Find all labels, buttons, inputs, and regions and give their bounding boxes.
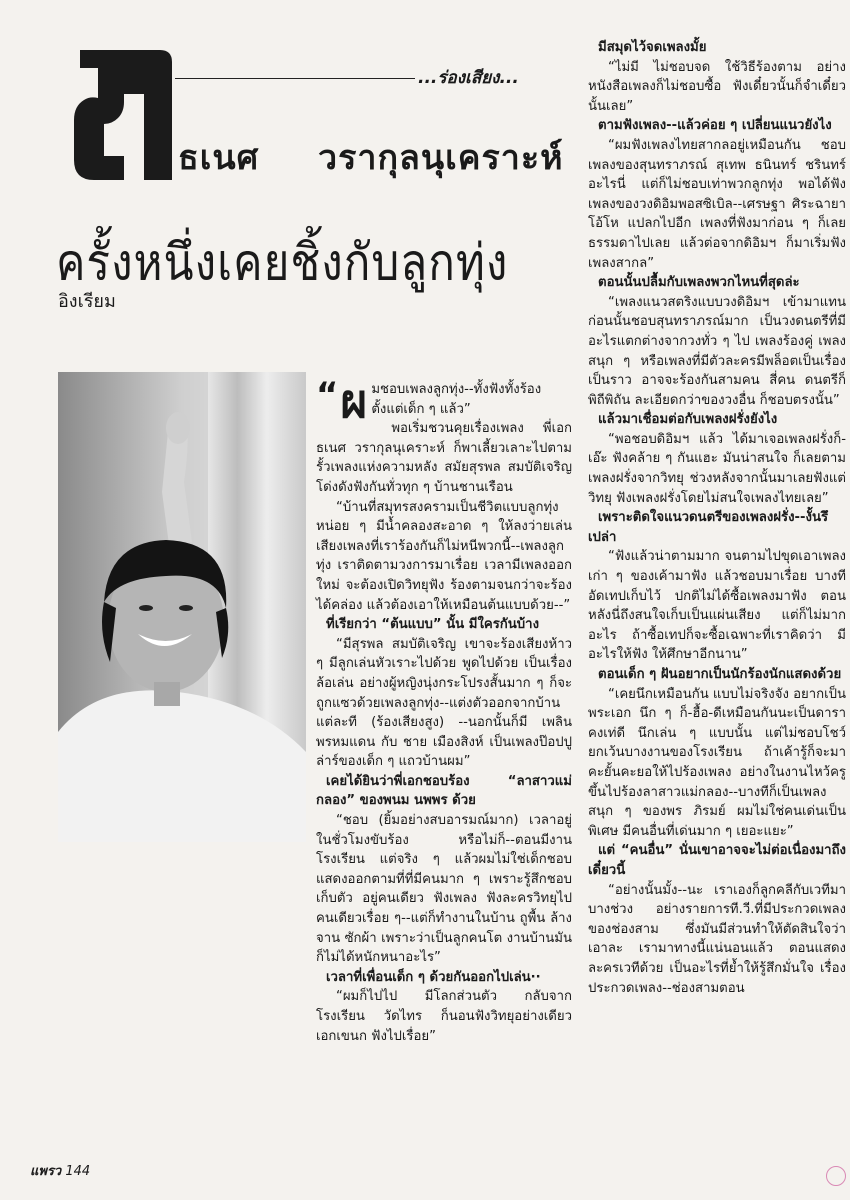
interview-question: แต่ “คนอื่น” นั่นเขาอาจจะไม่ต่อเนื่องมาถึงเดี๋ยวนี้ — [588, 843, 846, 878]
interview-question: ตอนนั้นปลื้มกับเพลงพวกไหนที่สุดล่ะ — [598, 275, 800, 291]
opening-quote-mark: “ — [316, 375, 339, 415]
portrait-photo — [58, 372, 306, 842]
article-headline: ครั้งหนึ่งเคยชิ้งกับลูกทุ่ง — [56, 233, 509, 293]
interview-question: เวลาที่เพื่อนเด็ก ๆ ด้วยกันออกไปเล่น·· — [326, 969, 541, 985]
interview-question: ที่เรียกว่า “ต้นแบบ” นั้น มีใครกันบ้าง — [326, 617, 540, 633]
paragraph: “ผมก็ไปไป มีโลกส่วนตัว กลับจากโรงเรียน วัดไทร ก็นอนฟังวิทยุอย่างเดียว เอกเขนก ฟังไปเรื่อย” — [316, 989, 572, 1044]
magazine-name: แพรว — [30, 1164, 62, 1179]
interview-question: เคยได้ยินว่าพี่เอกชอบร้อง “ลาสาวแม่กลอง” ของพนม นพพร ด้วย — [316, 773, 572, 809]
opening-paragraph — [316, 374, 572, 428]
paragraph: พอเริ่มชวนคุยเรื่องเพลง พี่เอก ธเนศ วรากุลนุเคราะห์ ก็พาเลี้ยวเลาะไปตามรั้วเพลงแห่งความหลัง สมัยสุรพล สมบัติเจริญโด่งดังฟังกันทั่วทุก ๆ บ้านชานเรือน — [316, 421, 572, 495]
paragraph: “อย่างนั้นมั้ง--นะ เราเองก็ลูกคลีกับเวทีมาบางช่วง อย่างรายการที.วี.ที่มีประกวดเพลงของช่องสาม ซึ่งมันมีส่วนทำให้ตัดสินใจว่า เอาละ เรามาทางนี้แน่นอนแล้ว ตอนแสดงละครเวทีด้วย เป็นอะไรที่ย้ำให้รู้สึกมั่นใจ เรื่องประกวดเพลง--ช่องสามตอน — [588, 882, 846, 996]
paragraph: “พอชอบดิอิมฯ แล้ว ได้มาเจอเพลงฝรั่งก็-เอ๊ะ ฟังคล้าย ๆ กันแฮะ มันน่าสนใจ ก็เลยตามเพลงฝรั่งจากวิทยุ ช่วงหลังจากนั้นมาเลยฟังแต่วิทยุ ฟังเพลงฝรั่งโดยไม่สนใจเพลงไทยเลย” — [588, 431, 846, 506]
interview-question: ตอนเด็ก ๆ ฝันอยากเป็นนักร้องนักแสดงด้วย — [598, 667, 842, 682]
paragraph: “ไม่มี ไม่ชอบจด ใช้วิธีร้องตาม อย่างหนังสือเพลงก็ไม่ชอบซื้อ ฟังเดี๋ยวนั้นก็จำเดี๋ยวนั้นเลย” — [588, 59, 846, 114]
opening-text: มชอบเพลงลูกทุ่ง--ทั้งฟังทั้งร้อง ตั้งแต่เด็ก ๆ แล้ว” — [371, 382, 542, 417]
drop-cap-letter-icon — [60, 40, 180, 190]
article-column-middle — [316, 374, 572, 1046]
paragraph: “ชอบ (ยิ้มอย่างสบอารมณ์มาก) เวลาอยู่ในชั่วโมงขับร้อง หรือไม่ก็--ตอนมีงานโรงเรียน แต่จริง ๆ แล้วผมไม่ใช่เด็กชอบแสดงออกตามที่ที่มีคนมาก ๆ เพราะรู้สึกชอบเก็บตัว อยู่คนเดียว ฟังเพลง ฟังละครวิทยุไปคนเดียวเรื่อย ๆ--แต่ก็ทำงานในบ้าน ถูพื้น ล้างจาน ซักผ้า เพราะว่าเป็นลูกคนโต งานบ้านมันก็ไม่ได้หนักหนาอะไร” — [316, 813, 572, 966]
title-last-name: วรากุลนุเคราะห์ — [318, 138, 564, 178]
paragraph: “ผมฟังเพลงไทยสากลอยู่เหมือนกัน ชอบเพลงของสุนทราภรณ์ สุเทพ ธนินทร์ ชรินทร์ อะไรนี่ แต่ก็ไม่ชอบเท่าพวกลูกทุ่ง พอได้ฟังเพลงของวงดิอิมพอสซิเบิล--เศรษฐา ศิระฉายา โอ้โห แปลกไปอีก เพลงที่ฟังมาก่อน ๆ ก็เลยธรรมดาไปเลย แล้วต่อจากดิอิมฯ ก็มาเริ่มฟังเพลงสากล” — [588, 137, 846, 271]
paragraph: “ฟังแล้วน่าตามมาก จนตามไปขุดเอาเพลงเก่า ๆ ของเค้ามาฟัง แล้วชอบมาเรื่อย บางทีอัดเทปเก็บไว้ ปกติไม่ได้ซื้อเพลงมาฟัง ตอนหลังนี่ถึงสนใจเก็บเป็นแผ่นเสียง แต่ก็ไม่มากอะไร ถ้าซื้อเทปก็จะซื้อเฉพาะที่เราคิดว่า มีอะไรให้ฟัง ให้ศึกษาอีกนาน” — [588, 549, 846, 663]
interview-question: แล้วมาเชื่อมต่อกับเพลงฝรั่งยังไง — [598, 412, 778, 428]
opening-drop-letter: ผ — [340, 374, 368, 428]
paragraph: “มีสุรพล สมบัติเจริญ เขาจะร้องเสียงห้าว ๆ มีลูกเล่นหัวเราะไปด้วย พูดไปด้วย เป็นเรื่องล้อเล่น อย่างผู้หญิงนุ่งกระโปรงสั้นมาก ๆ ก็จะถูกแซวด้วยเพลงลูกทุ่ง--แต่งตัวออกจากบ้านแต่ละที (ร้องเสียงสูง) --นอกนั้นก็มี เพลิน พรหมแดน กับ ชาย เมืองสิงห์ เป็นเพลงป๊อปปูล่าร์ของเด็ก ๆ แถวบ้านผม” — [316, 636, 572, 770]
kicker-rule — [175, 78, 415, 79]
paragraph: “บ้านที่สมุทรสงครามเป็นชีวิตแบบลูกทุ่งหน่อย ๆ มีน้ำคลองสะอาด ๆ ให้ลงว่ายเล่น เสียงเพลงที่เราร้องกันก็ไม่หนีพวกนี้--เพลงลูกทุ่ง เราติดตามวงการมาเรื่อย เวลามีเพลงออกใหม่ จะต้องเปิดวิทยุฟัง ร้องตามจนกว่าจะร้องได้คล่อง แล้วต้องเอาให้เหมือนต้นแบบด้วย--” — [316, 499, 572, 613]
page-number: 144 — [65, 1164, 91, 1179]
interview-question: มีสมุดไว้จดเพลงมั้ย — [598, 40, 707, 55]
paragraph: “เคยนึกเหมือนกัน แบบไม่จริงจัง อยากเป็นพระเอก นึก ๆ ก็-ฮื้อ-ดีเหมือนกันนะเป็นดารา คงเท่ดี นึกเล่น ๆ แบบนั้น แต่ไม่ชอบโชว์ ยกเว้นบางงานของโรงเรียน ถ้าเค้ารู้ก็จะมาคะยั้นคะยอให้ไปร้องเพลง อย่างในงานไหว้ครู ขึ้นไปร้องลาสาวแม่กลอง--บางทีก็เป็นเพลงสนุก ๆ ของพร ภิรมย์ ผมไม่ใช่คนเด่นเป็นพิเศษ มีคนอื่นที่เด่นมาก ๆ เยอะแยะ” — [588, 686, 847, 839]
paragraph: “เพลงแนวสตริงแบบวงดิอิมฯ เข้ามาแทน ก่อนนั้นชอบสุนทราภรณ์มาก เป็นวงดนตรีที่มีอะไรแตกต่างจากวงทั่ว ๆ ไป เพลงร้องคู่ เพลงสนุก ๆ หรือเพลงที่มีตัวละครมีพล็อตเป็นเรื่องเป็นราว อาจจะร้องกันสามคน สี่คน ดนตรีก็พิถีพิถัน ละเอียดกว่าของวงอื่น ก็ชอบตรงนั้น” — [588, 294, 846, 408]
title-first-name: ธเนศ — [178, 138, 260, 178]
article-column-right — [588, 38, 846, 998]
interview-question: เพราะติดใจแนวดนตรีของเพลงฝรั่ง--งั้นรึเปล่า — [588, 510, 829, 545]
page-folio — [30, 1160, 90, 1181]
interview-question: ตามฟังเพลง--แล้วค่อย ๆ เปลี่ยนแนวยังไง — [598, 118, 832, 134]
library-stamp-icon — [826, 1166, 846, 1186]
author-byline: อิงเรียม — [58, 291, 116, 312]
section-kicker: ...ร่องเสียง... — [418, 68, 519, 88]
